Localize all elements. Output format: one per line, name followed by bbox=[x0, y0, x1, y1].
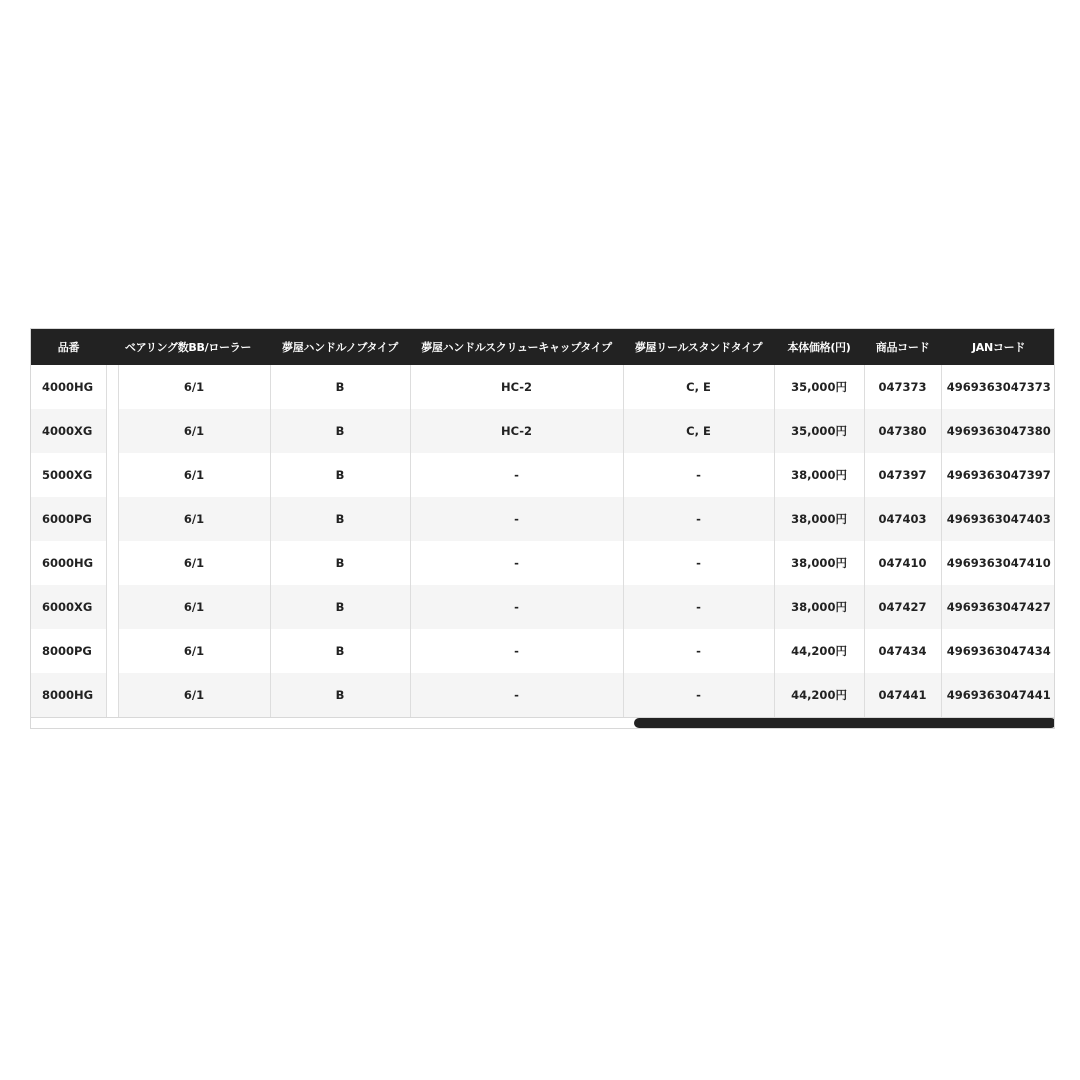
cell-screw-cap-type: HC-2 bbox=[410, 409, 623, 453]
cell-model-number: 8000PG bbox=[31, 629, 106, 673]
table-row bbox=[31, 673, 1055, 717]
cell-screw-cap-type: - bbox=[410, 629, 623, 673]
cell-jan-code: 4969363047427 bbox=[941, 585, 1055, 629]
header-price: 本体価格(円) bbox=[774, 329, 864, 365]
table-row bbox=[31, 365, 1055, 409]
cell-bearings: 6/1 bbox=[118, 673, 270, 717]
cell-bearings: 6/1 bbox=[118, 453, 270, 497]
cell-price: 38,000円 bbox=[774, 497, 864, 541]
spec-table-container bbox=[30, 328, 1055, 729]
cell-product-code: 047434 bbox=[864, 629, 941, 673]
table-row bbox=[31, 585, 1055, 629]
cell-product-code: 047441 bbox=[864, 673, 941, 717]
cell-product-code: 047410 bbox=[864, 541, 941, 585]
header-jan-code: JANコード bbox=[941, 329, 1055, 365]
cell-jan-code: 4969363047380 bbox=[941, 409, 1055, 453]
cell-bearings: 6/1 bbox=[118, 497, 270, 541]
cell-product-code: 047397 bbox=[864, 453, 941, 497]
cell-spacer bbox=[106, 365, 118, 409]
cell-product-code: 047380 bbox=[864, 409, 941, 453]
cell-reel-stand-type: - bbox=[623, 541, 774, 585]
cell-screw-cap-type: - bbox=[410, 673, 623, 717]
header-row bbox=[31, 329, 1055, 365]
cell-jan-code: 4969363047441 bbox=[941, 673, 1055, 717]
cell-screw-cap-type: HC-2 bbox=[410, 365, 623, 409]
cell-model-number: 8000HG bbox=[31, 673, 106, 717]
cell-jan-code: 4969363047403 bbox=[941, 497, 1055, 541]
cell-price: 38,000円 bbox=[774, 453, 864, 497]
cell-handle-knob-type: B bbox=[270, 365, 410, 409]
cell-model-number: 4000HG bbox=[31, 365, 106, 409]
cell-spacer bbox=[106, 409, 118, 453]
cell-bearings: 6/1 bbox=[118, 541, 270, 585]
cell-price: 35,000円 bbox=[774, 409, 864, 453]
table-row bbox=[31, 541, 1055, 585]
cell-spacer bbox=[106, 453, 118, 497]
cell-screw-cap-type: - bbox=[410, 453, 623, 497]
header-bearings: ベアリング数BB/ローラー bbox=[106, 329, 270, 365]
table-row bbox=[31, 409, 1055, 453]
cell-product-code: 047373 bbox=[864, 365, 941, 409]
table-row bbox=[31, 497, 1055, 541]
cell-reel-stand-type: - bbox=[623, 629, 774, 673]
cell-handle-knob-type: B bbox=[270, 497, 410, 541]
cell-handle-knob-type: B bbox=[270, 409, 410, 453]
cell-screw-cap-type: - bbox=[410, 585, 623, 629]
horizontal-scrollbar[interactable] bbox=[31, 717, 1055, 728]
cell-price: 44,200円 bbox=[774, 629, 864, 673]
cell-bearings: 6/1 bbox=[118, 585, 270, 629]
spec-table bbox=[31, 329, 1055, 717]
cell-price: 38,000円 bbox=[774, 541, 864, 585]
cell-reel-stand-type: - bbox=[623, 585, 774, 629]
cell-jan-code: 4969363047373 bbox=[941, 365, 1055, 409]
cell-bearings: 6/1 bbox=[118, 409, 270, 453]
cell-spacer bbox=[106, 497, 118, 541]
cell-jan-code: 4969363047434 bbox=[941, 629, 1055, 673]
cell-product-code: 047427 bbox=[864, 585, 941, 629]
cell-model-number: 6000PG bbox=[31, 497, 106, 541]
cell-product-code: 047403 bbox=[864, 497, 941, 541]
header-product-code: 商品コード bbox=[864, 329, 941, 365]
cell-screw-cap-type: - bbox=[410, 497, 623, 541]
table-row bbox=[31, 629, 1055, 673]
cell-handle-knob-type: B bbox=[270, 585, 410, 629]
cell-spacer bbox=[106, 629, 118, 673]
cell-handle-knob-type: B bbox=[270, 541, 410, 585]
cell-reel-stand-type: C, E bbox=[623, 365, 774, 409]
cell-reel-stand-type: C, E bbox=[623, 409, 774, 453]
cell-spacer bbox=[106, 541, 118, 585]
table-header bbox=[31, 329, 1055, 365]
scrollbar-thumb[interactable] bbox=[634, 718, 1055, 728]
cell-price: 38,000円 bbox=[774, 585, 864, 629]
header-screw-cap-type: 夢屋ハンドルスクリューキャップタイプ bbox=[410, 329, 623, 365]
header-handle-knob-type: 夢屋ハンドルノブタイプ bbox=[270, 329, 410, 365]
cell-bearings: 6/1 bbox=[118, 365, 270, 409]
cell-price: 35,000円 bbox=[774, 365, 864, 409]
cell-jan-code: 4969363047410 bbox=[941, 541, 1055, 585]
cell-reel-stand-type: - bbox=[623, 453, 774, 497]
cell-model-number: 4000XG bbox=[31, 409, 106, 453]
cell-bearings: 6/1 bbox=[118, 629, 270, 673]
cell-price: 44,200円 bbox=[774, 673, 864, 717]
cell-handle-knob-type: B bbox=[270, 453, 410, 497]
cell-model-number: 6000XG bbox=[31, 585, 106, 629]
cell-reel-stand-type: - bbox=[623, 673, 774, 717]
table-body bbox=[31, 365, 1055, 717]
table-row bbox=[31, 453, 1055, 497]
cell-handle-knob-type: B bbox=[270, 629, 410, 673]
header-model-number: 品番 bbox=[31, 329, 106, 365]
cell-model-number: 5000XG bbox=[31, 453, 106, 497]
cell-jan-code: 4969363047397 bbox=[941, 453, 1055, 497]
cell-handle-knob-type: B bbox=[270, 673, 410, 717]
cell-spacer bbox=[106, 585, 118, 629]
header-reel-stand-type: 夢屋リールスタンドタイプ bbox=[623, 329, 774, 365]
cell-screw-cap-type: - bbox=[410, 541, 623, 585]
cell-model-number: 6000HG bbox=[31, 541, 106, 585]
cell-reel-stand-type: - bbox=[623, 497, 774, 541]
cell-spacer bbox=[106, 673, 118, 717]
